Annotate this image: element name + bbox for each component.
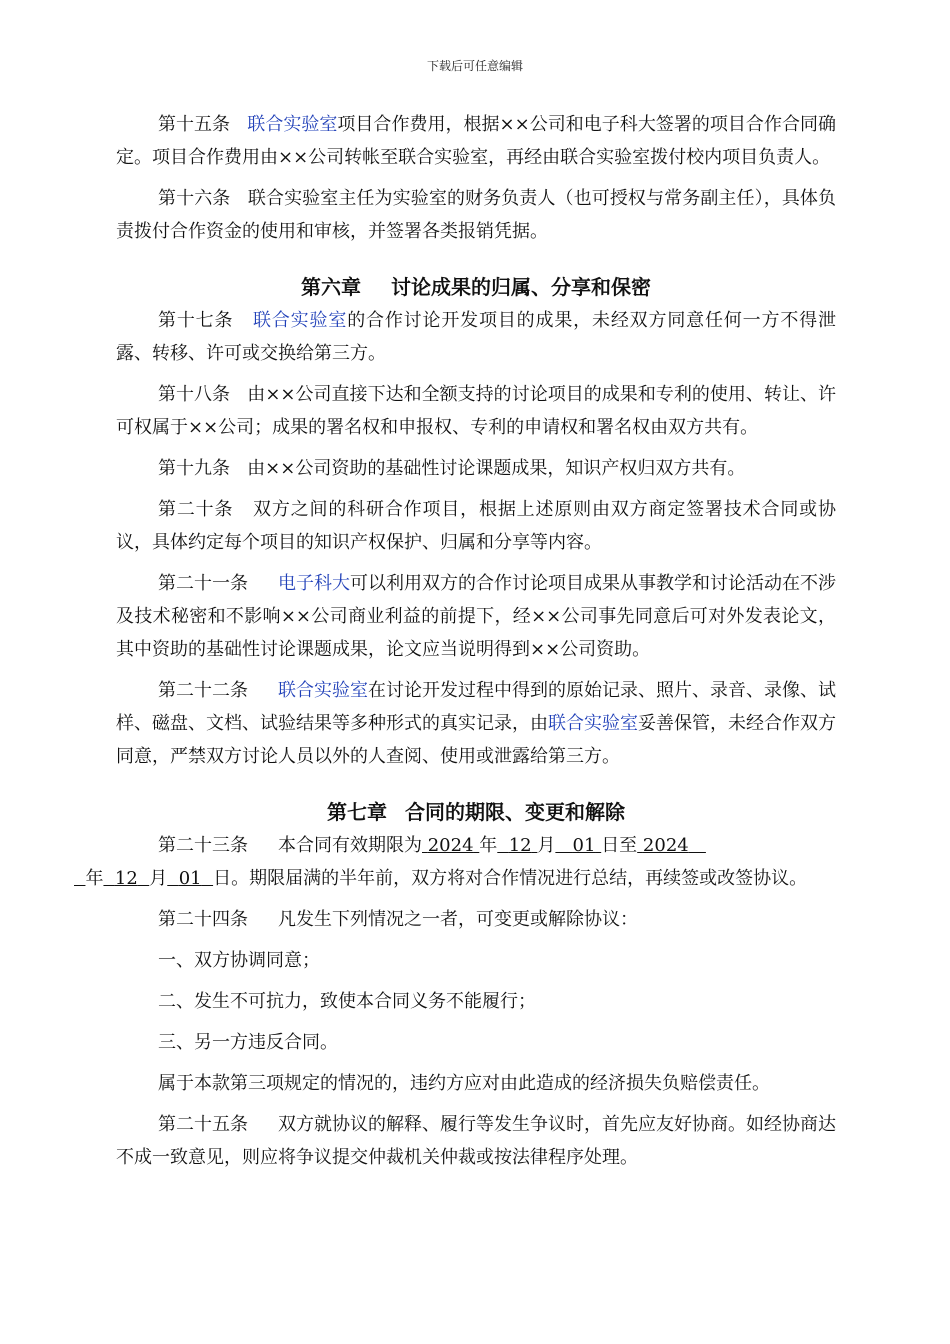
article-15: 第十五条 联合实验室项目合作费用，根据××公司和电子科大签署的项目合作合同确定。项目合作费用由××公司转帐至联合实验室，再经由联合实验室拨付校内项目负责人。 xyxy=(116,114,837,168)
lab-link[interactable]: 联合实验室 xyxy=(253,310,348,331)
chapter-7-heading: 第七章 合同的期限、变更和解除 xyxy=(327,800,625,824)
article-number: 第十八条 xyxy=(158,384,231,405)
start-year: 2024 xyxy=(427,835,474,856)
article-number: 第十九条 xyxy=(158,458,230,479)
lab-link[interactable]: 联合实验室 xyxy=(548,713,638,734)
article-25: 第二十五条 双方就协议的解释、履行等发生争议时，首先应友好协商。如经协商达不成一致意见，则应将争议提交仲裁机关仲裁或按法律程序处理。 xyxy=(116,1114,836,1168)
article-22: 第二十二条 联合实验室在讨论开发过程中得到的原始记录、照片、录音、录像、试样、磁盘、文档、试验结果等多种形式的真实记录，由联合实验室妥善保管，未经合作双方同意，严禁双方讨论人员以外的人查阅、使用或泄露给第三方。 xyxy=(116,680,836,767)
article-19: 第十九条 由××公司资助的基础性讨论课题成果，知识产权归双方共有。 xyxy=(158,458,746,479)
article-17: 第十七条 联合实验室的合作讨论开发项目的成果，未经双方同意任何一方不得泄露、转移、许可或交换给第三方。 xyxy=(116,310,837,364)
article-20: 第二十条 双方之间的科研合作项目，根据上述原则由双方商定签署技术合同或协议，具体约定每个项目的知识产权保护、归属和分享等内容。 xyxy=(116,499,837,553)
article-number: 第十七条 xyxy=(158,310,234,331)
list-item: 一、双方协调同意； xyxy=(158,950,320,971)
article-number: 第十五条 xyxy=(158,114,231,135)
liability-clause: 属于本款第三项规定的情况的，违约方应对由此造成的经济损失负赔偿责任。 xyxy=(158,1073,770,1094)
lab-link[interactable]: 联合实验室 xyxy=(247,114,338,135)
article-24: 第二十四条 凡发生下列情况之一者，可变更或解除协议： xyxy=(158,909,638,930)
article-16: 第十六条 联合实验室主任为实验室的财务负责人（也可授权与常务副主任），具体负责拨付合作资金的使用和审核，并签署各类报销凭据。 xyxy=(116,188,837,242)
article-23: 第二十三条 本合同有效期限为 2024 年 12 月 01 日至 2024 年 12 月 01 日。期限届满的半年前，双方将对合作情况进行总结，再续签或改签协议。 xyxy=(85,835,808,889)
lab-link[interactable]: 联合实验室 xyxy=(278,680,368,701)
article-number: 第十六条 xyxy=(158,188,231,209)
end-year: 2024 xyxy=(642,835,689,856)
page-header: 下载后可任意编辑 xyxy=(426,59,523,73)
list-item: 三、另一方违反合同。 xyxy=(158,1032,338,1053)
end-month: 12 xyxy=(114,868,138,889)
chapter-6-heading: 第六章 讨论成果的归属、分享和保密 xyxy=(301,275,651,299)
article-number: 第二十二条 xyxy=(158,680,248,701)
article-number: 第二十一条 xyxy=(158,573,248,594)
list-item: 二、发生不可抗力，致使本合同义务不能履行； xyxy=(158,991,536,1012)
article-21: 第二十一条 电子科大可以利用双方的合作讨论项目成果从事教学和讨论活动在不涉及技术秘密和不影响××公司商业利益的前提下，经××公司事先同意后可对外发表论文，其中资助的基础性讨论课题成果，论文应当说明得到××公司资助。 xyxy=(116,573,836,660)
article-number: 第二十条 xyxy=(158,499,234,520)
start-day: 01 xyxy=(572,835,596,856)
end-day: 01 xyxy=(178,868,202,889)
article-number: 第二十四条 xyxy=(158,909,248,930)
uestc-link[interactable]: 电子科大 xyxy=(278,573,350,594)
document-body xyxy=(85,108,837,1174)
article-number: 第二十五条 xyxy=(158,1114,248,1135)
start-month: 12 xyxy=(508,835,532,856)
article-number: 第二十三条 xyxy=(158,835,248,856)
article-18: 第十八条 由××公司直接下达和全额支持的讨论项目的成果和专利的使用、转让、许可权属于××公司；成果的署名权和申报权、专利的申请权和署名权由双方共有。 xyxy=(116,384,836,438)
